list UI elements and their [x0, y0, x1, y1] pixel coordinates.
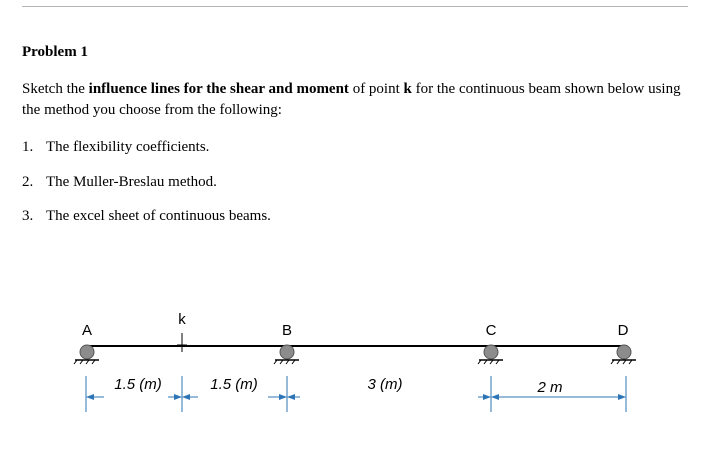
support-a-label: A — [81, 322, 93, 339]
option-number: 3. — [22, 208, 34, 224]
support-c-roller-icon — [478, 345, 503, 364]
statement-text-2: of point — [348, 81, 404, 97]
support-a-roller-icon — [74, 345, 99, 364]
support-b-roller-icon — [274, 345, 299, 364]
support-d-label: D — [617, 322, 629, 339]
support-c-label: C — [485, 322, 497, 339]
support-b-label: B — [281, 322, 293, 339]
dim-label-ak: 1.5 (m) — [114, 376, 162, 393]
support-d-roller-icon — [611, 345, 636, 364]
statement-bold-2: k — [403, 81, 412, 97]
dim-label-kb: 1.5 (m) — [210, 376, 258, 393]
option-text: The excel sheet of continuous beams. — [46, 208, 271, 224]
statement-bold-1: influence lines for the shear and moment — [88, 81, 349, 97]
problem-title: Problem 1 — [22, 44, 88, 60]
statement-text-1: Sketch the — [22, 81, 89, 97]
option-text: The flexibility coefficients. — [46, 139, 210, 155]
point-k-label: k — [178, 311, 186, 328]
dim-label-cd: 2 m — [537, 379, 563, 396]
option-text: The Muller-Breslau method. — [46, 174, 217, 190]
dim-label-bc: 3 (m) — [367, 376, 403, 393]
statement-text-3: for the continuous beam shown below using the method you choose from the following: — [22, 81, 681, 118]
option-number: 2. — [22, 174, 34, 190]
option-number: 1. — [22, 139, 34, 155]
